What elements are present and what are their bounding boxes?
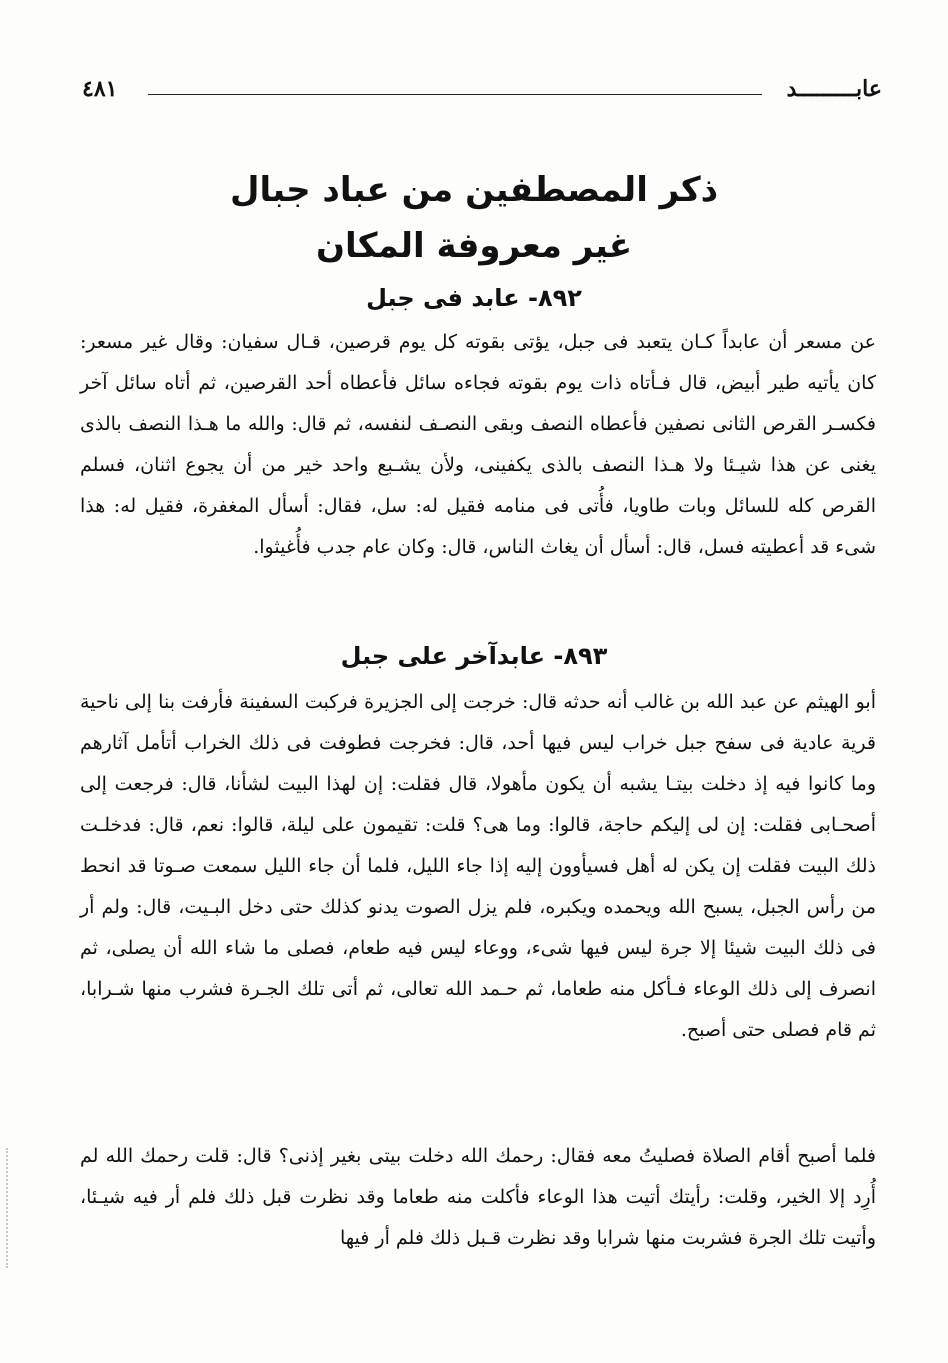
chapter-heading-line-1: ذكر المصطفين من عباد جبال	[229, 170, 719, 210]
running-header-title: عابـــــــــد	[786, 76, 882, 102]
section-heading-892: ٨٩٢- عابد فى جبل	[366, 284, 582, 312]
section-893-paragraph-1: أبو الهيثم عن عبد الله بن غالب أنه حدثه قال: خرجت إلى الجزيرة فركبت السفينة فأرفت بنا إلى ناحية قرية عادية فى سفح جبل خراب ليس فيها أحد، قال: فخرجت فطوفت فى ذلك الخراب أتأمل آثارهم وما كانوا فيه إذ دخلت بيتـا يشبه أن يكون مأهولا، قال فقلت: إن لهذا البيت لشأنا، قال: فرجعت إلى أصحـابى فقلت: إن لى إليكم حاجة، قالوا: وما هى؟ قلت: تقيمون على ليلة، قالوا: نعم، قال: فدخلـت ذلك البيت فقلت إن يكن له أهل فسيأوون إليه إذا جاء الليل، فلما أن جاء الليل سمعت صـوتا قد انحط من رأس الجبل، يسبح الله ويحمده ويكبره، فلم يزل الصوت يدنو كذلك حتى دخل البـيت، قال: ولم أر فى ذلك البيت شيئا إلا جرة ليس فيها شىء، ووعاء ليس فيه طعام، فصلى ما شاء الله أن يصلى، ثم انصرف إلى ذلك الوعاء فـأكل منه طعاما، ثم حـمد الله تعالى، ثم أتى تلك الجـرة فشرب منها شـرابا، ثم قام فصلى حتى أصبح.	[80, 691, 876, 1041]
section-893-paragraph-2: فلما أصبح أقام الصلاة فصليتُ معه فقال: رحمك الله دخلت بيتى بغير إذنى؟ قال: قلت رحمك الله لم أُرِد إلا الخير، وقلت: رأيتك أتيت هذا الوعاء فأكلت منه طعاما وقد نظرت قبل ذلك فلم أر فيه شيـئا، وأتيت تلك الجرة فشربت منها شرابا وقد نظرت قـبل ذلك فلم أر فيها	[80, 1145, 876, 1249]
chapter-heading-line-2: غير معروفة المكان	[315, 226, 633, 266]
header-rule	[148, 94, 762, 95]
running-header	[82, 72, 882, 112]
margin-scan-marks	[6, 1148, 12, 1268]
page-number: ٤٨١	[82, 76, 118, 102]
section-heading-893: ٨٩٣- عابدآخر على جبل	[340, 642, 608, 670]
section-892-paragraph: عن مسعر أن عابداً كـان يتعبد فى جبل، يؤتى بقوته كل يوم قرصين، قـال سفيان: وقال غير مسعر: كان يأتيه طير أبيض، قال فـأتاه ذات يوم بقوته فجاءه سائل فأعطاه أحد القرصين، ثم أتاه سائل آخر فكسـر القرص الثانى نصفين فأعطاه النصف وبقى النصـف لنفسه، ثم قال: والله ما هـذا النصف بالذى يغنى عن هذا شيـئا ولا هـذا النصف بالذى يكفينى، ولأن يشـبع واحد خير من أن يجوع اثنان، فسلم القرص كله للسائل وبات طاويا، فأُتى فى منامه فقيل له: سل، فقال: أسأل المغفرة، فقيل له: هذا شىء قد أعطيته فسل، قال: أسأل أن يغاث الناس، قال: وكان عام جدب فأُغيثوا.	[80, 331, 876, 558]
